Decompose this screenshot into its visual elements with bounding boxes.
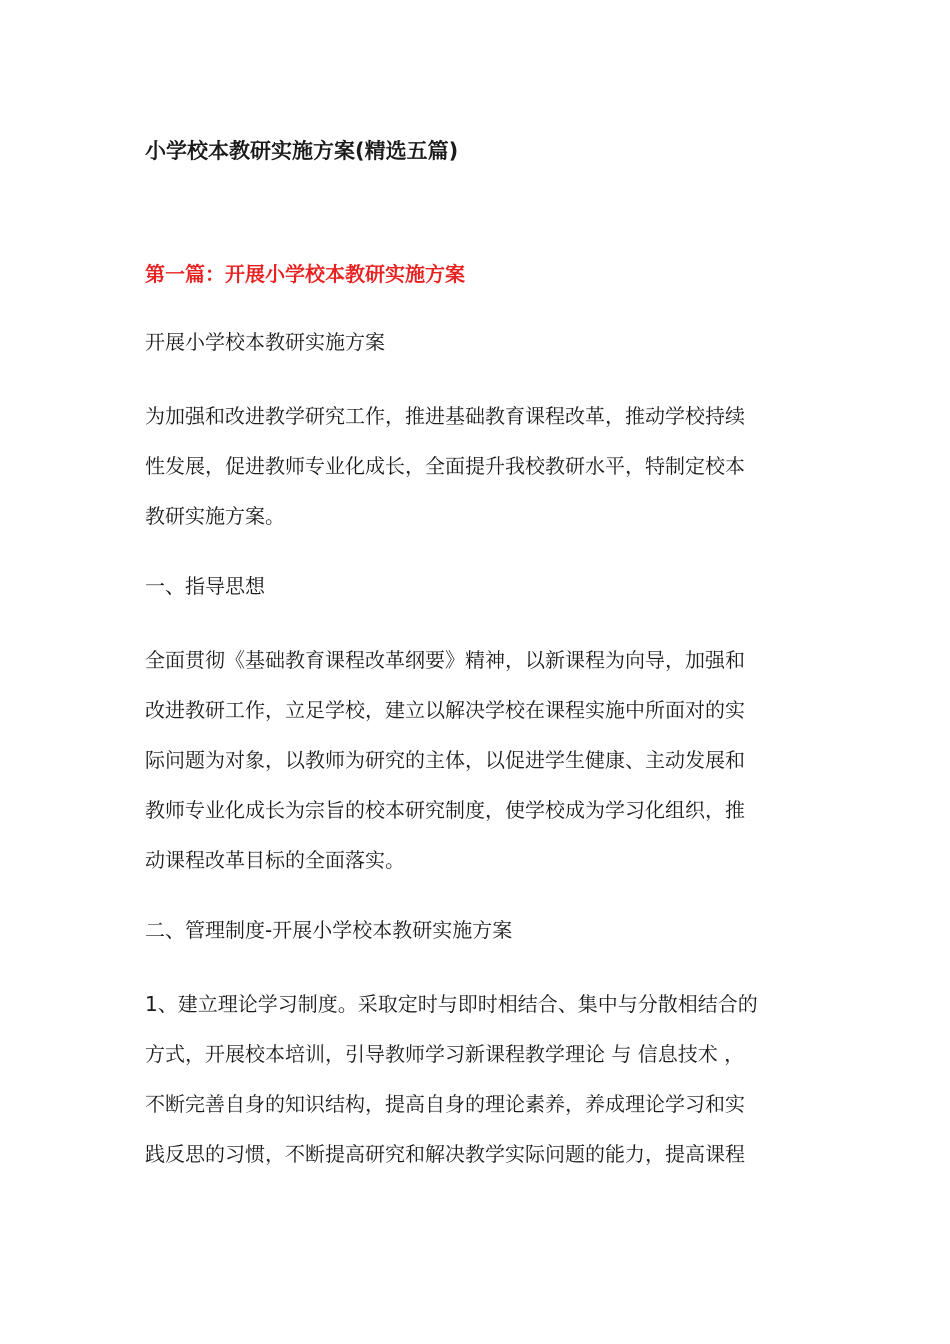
- paragraph-line: 际问题为对象，以教师为研究的主体，以促进学生健康、主动发展和: [145, 748, 745, 772]
- paragraph-line: 动课程改革目标的全面落实。: [145, 848, 405, 872]
- paragraph-line: 全面贯彻《基础教育课程改革纲要》精神，以新课程为向导，加强和: [145, 648, 745, 672]
- paragraph-line: 教研实施方案。: [145, 504, 285, 528]
- heading-line: 二、管理制度-开展小学校本教研实施方案: [145, 918, 513, 942]
- paragraph-line: 为加强和改进教学研究工作，推进基础教育课程改革，推动学校持续: [145, 404, 745, 428]
- section-heading: 第一篇：开展小学校本教研实施方案: [145, 262, 465, 286]
- paragraph-line: 践反思的习惯，不断提高研究和解决教学实际问题的能力，提高课程: [145, 1142, 745, 1166]
- paragraph-line: 性发展，促进教师专业化成长，全面提升我校教研水平，特制定校本: [145, 454, 745, 478]
- paragraph-line: 不断完善自身的知识结构，提高自身的理论素养，养成理论学习和实: [145, 1092, 745, 1116]
- paragraph-line: 1、建立理论学习制度。采取定时与即时相结合、集中与分散相结合的: [145, 992, 758, 1016]
- document-title: 小学校本教研实施方案(精选五篇): [145, 139, 459, 163]
- paragraph-line: 教师专业化成长为宗旨的校本研究制度，使学校成为学习化组织，推: [145, 798, 745, 822]
- subtitle-line: 开展小学校本教研实施方案: [145, 330, 385, 354]
- paragraph-line: 改进教研工作，立足学校，建立以解决学校在课程实施中所面对的实: [145, 698, 745, 722]
- paragraph-line: 方式，开展校本培训，引导教师学习新课程教学理论 与 信息技术 ，: [145, 1042, 745, 1066]
- heading-line: 一、指导思想: [145, 574, 265, 598]
